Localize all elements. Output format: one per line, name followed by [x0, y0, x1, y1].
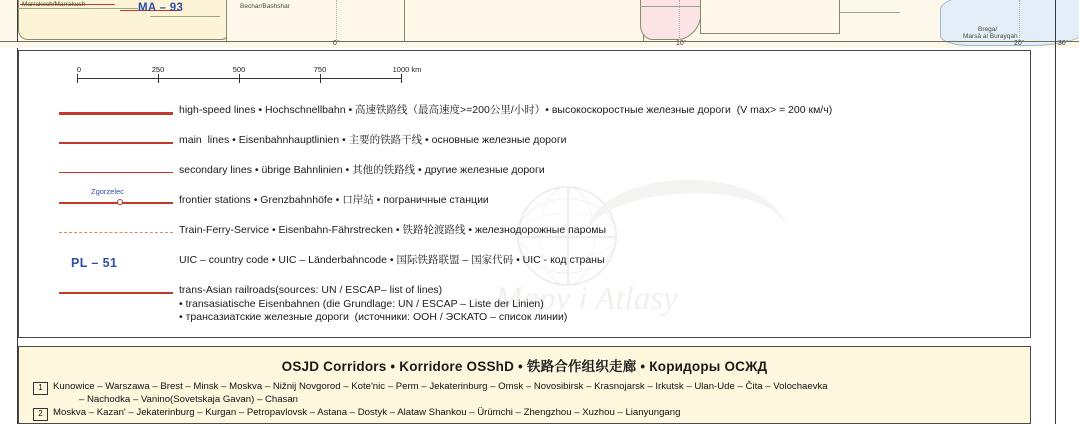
- osjd-corridors-panel: [18, 346, 1031, 424]
- legend-row-frontier-stations: [19, 189, 1030, 219]
- map-strip-left-border: [17, 0, 18, 42]
- legend-label-country-code: UIC – country code • UIC – Länderbahncode • 国际铁路联盟 – 国家代码 • UIC - код страны: [179, 254, 605, 266]
- legend-sample-trans-asian: [59, 279, 179, 309]
- scale-bar-tick: [401, 74, 402, 83]
- scale-label-0: 0: [76, 65, 82, 74]
- graticule-meridian: [679, 0, 680, 42]
- high-speed-line-icon: [59, 112, 173, 115]
- corridor-route-line1: Moskva – Kazan' – Jekaterinburg – Kurgan – Petropavlovsk – Astana – Dostyk – Alataw Shankou – Ürümchi – Zhengzhou – Xuzhou – Lianyungang: [53, 407, 681, 419]
- legend-label-frontier-stations: frontier stations • Grenzbahnhöfe • 口岸站 • пограничные станции: [179, 194, 489, 206]
- coastline-segment: [640, 6, 700, 7]
- legend-sample-main-line: [59, 129, 179, 159]
- legend-sample-frontier-station: [59, 189, 179, 219]
- map-country-code-ma: MA – 93: [138, 2, 184, 14]
- scale-bar-tick: [77, 74, 78, 83]
- map-strip-bottom-border: [0, 41, 1079, 42]
- scale-label-750: 750: [313, 65, 327, 74]
- country-area-libya: [404, 0, 644, 42]
- legend-sample-label-zgorzelec: Zgorzelec: [91, 187, 124, 196]
- graticule-meridian: [1019, 0, 1020, 42]
- legend-sample-secondary-line: [59, 159, 179, 189]
- coastline-segment: [18, 8, 138, 9]
- scale-bar-tick: [158, 74, 159, 83]
- scale-label-1000: 1000 km: [392, 65, 422, 74]
- frontier-line-icon: [59, 202, 173, 204]
- map-city-label-marrakech: Marrakech/Marrakush: [22, 1, 86, 8]
- legend-sample-label-pl-51: PL – 51: [71, 256, 118, 270]
- corridor-route-line1: Kunowice – Warszawa – Brest – Minsk – Moskva – Nižnij Novgorod – Kote'nic – Perm – Jekaterinburg – Omsk – Novosibirsk – Krasnojarsk – Irkutsk – Ulan-Ude – Čita – Volochaevka: [53, 381, 828, 392]
- legend-row-secondary-lines: [19, 159, 1030, 189]
- country-area-sudan: [700, 0, 840, 34]
- legend-row-high-speed-lines: [19, 99, 1030, 129]
- graticule-label-20: 20°: [1014, 40, 1025, 47]
- graticule-label-10: 10°: [676, 40, 687, 47]
- scale-label-250: 250: [151, 65, 165, 74]
- map-city-label-bechar: Bechar/Bashshar: [240, 3, 290, 10]
- graticule-label-0: 0°: [333, 40, 340, 47]
- legend-sample-train-ferry: [59, 219, 179, 249]
- list-item: [33, 381, 1022, 406]
- osjd-panel-title: OSJD Corridors • Korridore OSShD • 铁路合作组织走廊 • Коридоры ОСЖД: [281, 359, 768, 374]
- trans-asian-line-icon: [59, 292, 173, 294]
- scale-bar-tick: [239, 74, 240, 83]
- train-ferry-line-icon: [59, 232, 173, 233]
- map-city-label-marsa-al-burayqah: Marsā al Burayqah: [963, 33, 1018, 40]
- corridor-route-text: [53, 407, 1022, 420]
- map-strip: [0, 0, 1079, 48]
- legend-label-trans-asian-block: [179, 279, 567, 325]
- scale-bar-tick: [320, 74, 321, 83]
- scale-label-500: 500: [232, 65, 246, 74]
- legend-row-trans-asian: [19, 279, 1030, 325]
- legend-label-secondary-lines: secondary lines • übrige Bahnlinien • 其他的铁路线 • другие железные дороги: [179, 164, 545, 176]
- legend-label-high-speed-lines: high-speed lines • Hochschnellbahn • 高速铁路线（最高速度>=200公里/小时）• высокоскоростные железные дороги (V max> = 200 км/ч): [179, 104, 833, 116]
- legend-label-trans-asian-ru: • трансазиатские железные дороги (источники: ООН / ЭСКАТО – список линии): [179, 311, 568, 323]
- main-line-icon: [59, 142, 173, 144]
- corridor-route-text: [53, 381, 1022, 406]
- corridor-route-line2: – Nachodka – Vanino(Sovetskaja Gavan) – Chasan: [79, 393, 299, 405]
- corridor-number-badge: 2: [33, 408, 48, 421]
- coastline-segment: [150, 16, 220, 17]
- coastline-segment: [840, 12, 900, 13]
- legend-row-train-ferry: [19, 219, 1030, 249]
- corridor-number-badge: 1: [33, 382, 48, 395]
- frontier-station-icon: [117, 199, 123, 205]
- legend-row-country-code: [19, 249, 1030, 279]
- legend-label-trans-asian-de: • transasiatische Eisenbahnen (die Grundlage: UN / ESCAP – Liste der Linien): [179, 297, 544, 310]
- scale-bar: [59, 65, 422, 87]
- secondary-line-icon: [59, 172, 173, 173]
- legend-row-main-lines: [19, 129, 1030, 159]
- legend-panel: [18, 50, 1031, 338]
- legend-label-trans-asian-en: trans-Asian railroads(sources: UN / ESCAP– list of lines): [179, 284, 443, 296]
- legend-label-main-lines: main lines • Eisenbahnhauptlinien • 主要的铁路干线 • основные железные дороги: [179, 134, 567, 146]
- list-item: [33, 407, 1022, 421]
- watermark-text: Mapy i Atlasy: [495, 281, 678, 317]
- corridor-list: [19, 381, 1030, 421]
- map-city-label-brega: Brega/: [978, 26, 998, 33]
- legend-label-train-ferry: Train-Ferry-Service • Eisenbahn-Fährstrecken • 铁路轮渡路线 • железнодорожные паромы: [179, 224, 607, 236]
- legend-sample-country-code: [59, 249, 179, 279]
- page-right-border: [1055, 0, 1056, 424]
- graticule-label-30: 30°: [1058, 40, 1069, 47]
- graticule-meridian: [336, 0, 337, 42]
- legend-sample-high-speed: [59, 99, 179, 129]
- legend-rows: [19, 99, 1030, 325]
